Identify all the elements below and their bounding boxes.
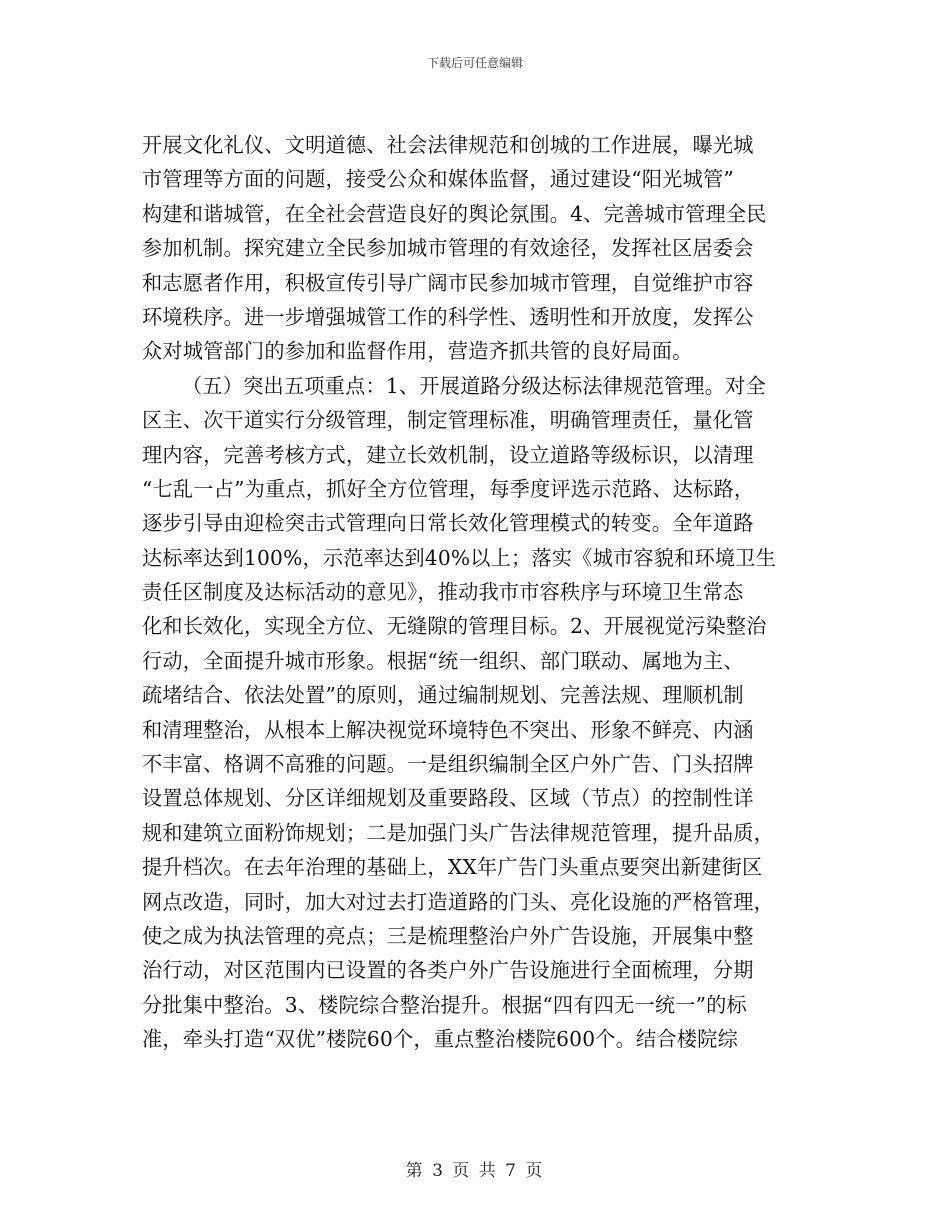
body-line: 构建和谐城管，在全社会营造良好的舆论氛围。4、完善城市管理全民 bbox=[142, 201, 767, 226]
body-line: 开展文化礼仪、文明道德、社会法律规范和创城的工作进展，曝光城 bbox=[142, 133, 754, 157]
body-line: 使之成为执法管理的亮点；三是梳理整治户外广告设施，开展集中整 bbox=[142, 923, 754, 948]
body-line: “七乱一占”为重点，抓好全方位管理，每季度评选示范路、达标路， bbox=[142, 476, 755, 501]
body-line: 规和建筑立面粉饰规划；二是加强门头广告法律规范管理，提升品质， bbox=[142, 820, 775, 845]
body-line: 行动，全面提升城市形象。根据“统一组织、部门联动、属地为主、 bbox=[142, 648, 744, 673]
body-line: 众对城管部门的参加和监督作用，营造齐抓共管的良好局面。 bbox=[142, 339, 693, 364]
body-line: 理内容，完善考核方式，建立长效机制，设立道路等级标识，以清理 bbox=[142, 442, 754, 467]
body-line: 准，牵头打造“双优”楼院60个，重点整治楼院600个。结合楼院综 bbox=[142, 1027, 738, 1052]
body-line: 分批集中整治。3、楼院综合整治提升。根据“四有四无一统一”的标 bbox=[142, 992, 747, 1017]
body-line: 和清理整治，从根本上解决视觉环境特色不突出、形象不鲜亮、内涵 bbox=[142, 717, 754, 742]
body-line: 达标率达到100%，示范率达到40%以上；落实《城市容貌和环境卫生 bbox=[142, 545, 777, 570]
body-line: 治行动，对区范围内已设置的各类户外广告设施进行全面梳理，分期 bbox=[142, 958, 754, 983]
body-line: 化和长效化，实现全方位、无缝隙的管理目标。2、开展视觉污染整治 bbox=[142, 614, 767, 639]
page-number: 第 3 页 共 7 页 bbox=[405, 1161, 545, 1181]
body-line: 和志愿者作用，积极宣传引导广阔市民参加城市管理，自觉维护市容 bbox=[142, 270, 754, 295]
body-line: 疏堵结合、依法处置”的原则，通过编制规划、完善法规、理顺机制 bbox=[142, 683, 744, 708]
body-line: 区主、次干道实行分级管理，制定管理标准，明确管理责任，量化管 bbox=[142, 408, 754, 433]
body-line: 设置总体规划、分区详细规划及重要路段、区域（节点）的控制性详 bbox=[142, 786, 754, 811]
body-line: 逐步引导由迎检突击式管理向日常长效化管理模式的转变。全年道路 bbox=[142, 511, 754, 536]
body-line: 网点改造，同时，加大对过去打造道路的门头、亮化设施的严格管理， bbox=[142, 889, 775, 914]
body-line: 市管理等方面的问题，接受公众和媒体监督，通过建设“阳光城管” bbox=[142, 167, 734, 192]
body-line: 责任区制度及达标活动的意见》，推动我市市容秩序与环境卫生常态 bbox=[142, 580, 744, 605]
body-line: 提升档次。在去年治理的基础上，XX年广告门头重点要突出新建街区 bbox=[142, 855, 763, 880]
body-line: 环境秩序。进一步增强城管工作的科学性、透明性和开放度，发挥公 bbox=[142, 304, 754, 329]
body-line: 参加机制。探究建立全民参加城市管理的有效途径，发挥社区居委会 bbox=[142, 236, 754, 261]
page-header: 下载后可任意编辑 bbox=[426, 56, 523, 70]
paragraph-start-line: （五）突出五项重点：1、开展道路分级达标法律规范管理。对全 bbox=[182, 373, 766, 398]
document-body bbox=[142, 128, 807, 1057]
body-line: 不丰富、格调不高雅的问题。一是组织编制全区户外广告、门头招牌 bbox=[142, 752, 754, 777]
